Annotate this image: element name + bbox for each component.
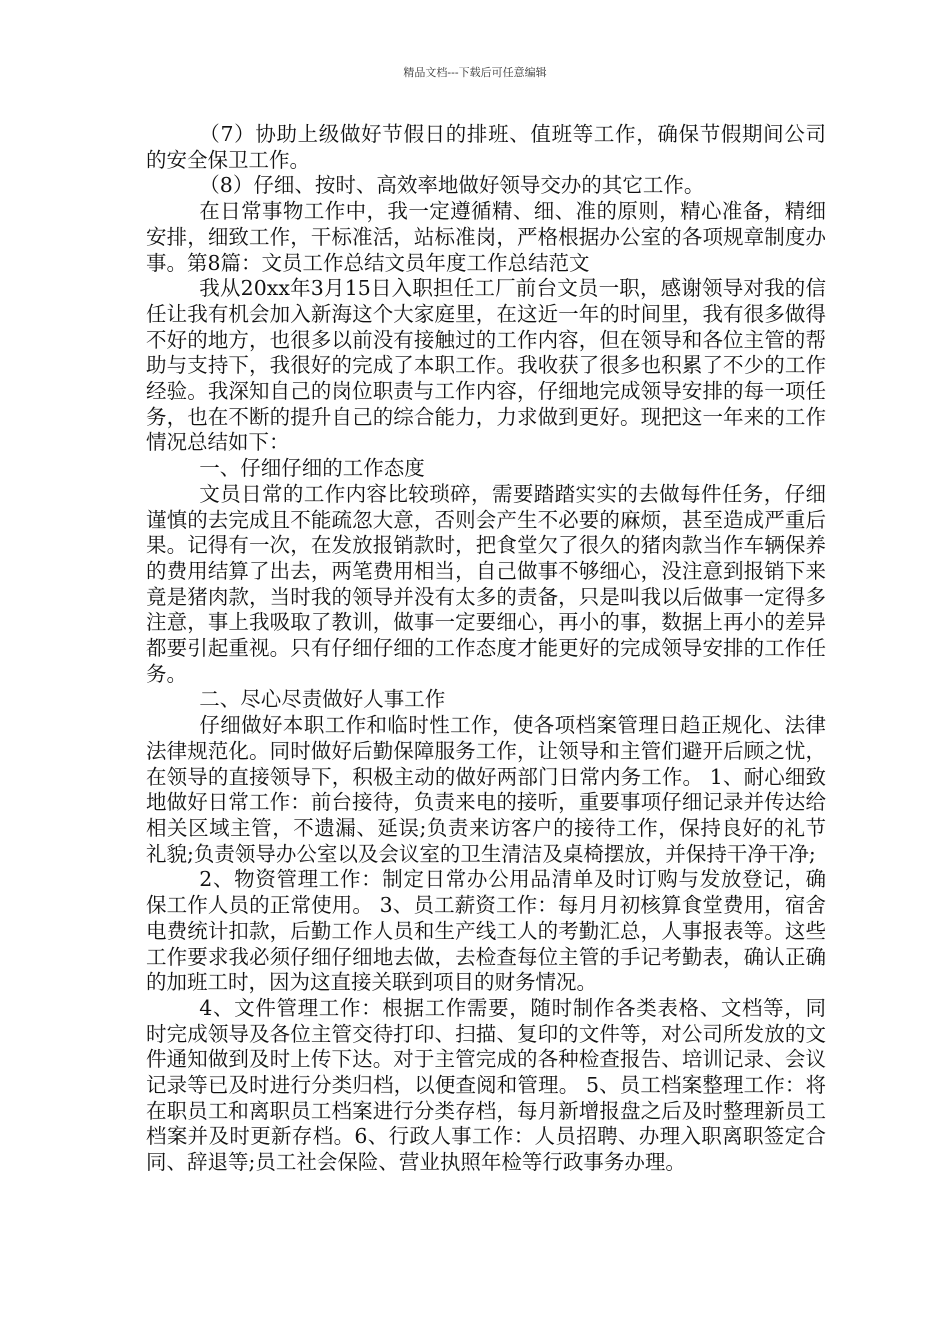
section-heading-2: 二、尽心尽责做好人事工作 — [199, 687, 446, 712]
document-body — [146, 122, 826, 1176]
paragraph-section-2: 仔细做好本职工作和临时性工作，使各项档案管理日趋正规化、法律法律规范化。同时做好后勤保障服务工作，让领导和主管们避开后顾之忧，在领导的直接领导下，积极主动的做好两部门日常内务工作。 1、耐心细致地做好日常工作：前台接待，负责来电的接听，重要事项仔细记录并传达给相关区域主管，不遗漏、延误;负责来访客户的接待工作，保持良好的礼节礼貌;负责领导办公室以及会议室的卫生清洁及桌椅摆放，并保持干净干净; — [146, 713, 826, 866]
section-heading-1: 一、仔细仔细的工作态度 — [199, 456, 425, 481]
paragraph-daily-work: 在日常事物工作中，我一定遵循精、细、准的原则，精心准备，精细安排，细致工作，干标准活，站标准岗，严格根据办公室的各项规章制度办事。第8篇：文员工作总结文员年度工作总结范文 — [146, 199, 826, 275]
paragraph-section-1: 文员日常的工作内容比较琐碎，需要踏踏实实的去做每件任务，仔细谨慎的去完成且不能疏忽大意，否则会产生不必要的麻烦，甚至造成严重后果。记得有一次，在发放报销款时，把食堂欠了很久的猪肉款当作车辆保养的费用结算了出去，两笔费用相当，自己做事不够细心，没注意到报销下来竟是猪肉款，当时我的领导并没有太多的责备，只是叫我以后做事一定得多注意，事上我吸取了教训，做事一定要细心，再小的事，数据上再小的差异都要引起重视。只有仔细仔细的工作态度才能更好的完成领导安排的工作任务。 — [146, 481, 826, 686]
paragraph-intro: 我从20xx年3月15日入职担任工厂前台文员一职，感谢领导对我的信任让我有机会加入新海这个大家庭里，在这近一年的时间里，我有很多做得不好的地方，也很多以前没有接触过的工作内容，但在领导和各位主管的帮助与支持下，我很好的完成了本职工作。我收获了很多也积累了不少的工作经验。我深知自己的岗位职责与工作内容，仔细地完成领导安排的每一项任务，也在不断的提升自己的综合能力，力求做到更好。现把这一年来的工作情况总结如下： — [146, 276, 826, 455]
paragraph-materials-payroll: 2、物资管理工作：制定日常办公用品清单及时订购与发放登记，确保工作人员的正常使用。 3、员工薪资工作：每月月初核算食堂费用，宿舍电费统计扣款，后勤工作人员和生产线工人的考勤汇总，人事报表等。这些工作要求我必须仔细仔细地去做，去检查每位主管的手记考勤表，确认正确的加班工时，因为这直接关联到项目的财务情况。 — [146, 867, 826, 995]
paragraph-item-8: （8）仔细、按时、高效率地做好领导交办的其它工作。 — [199, 173, 705, 198]
paragraph-item-7: （7）协助上级做好节假日的排班、值班等工作，确保节假期间公司的安全保卫工作。 — [146, 122, 826, 172]
paragraph-files-archives: 4、文件管理工作：根据工作需要，随时制作各类表格、文档等，同时完成领导及各位主管交待打印、扫描、复印的文件等，对公司所发放的文件通知做到及时上传下达。对于主管完成的各种检查报告、培训记录、会议记录等已及时进行分类归档，以便查阅和管理。 5、员工档案整理工作：将在职员工和离职员工档案进行分类存档，每月新增报盘之后及时整理新员工档案并及时更新存档。6、行政人事工作：人员招聘、办理入职离职签定合同、辞退等;员工社会保险、营业执照年检等行政事务办理。 — [146, 995, 826, 1175]
page-header: 精品文档---下载后可任意编辑 — [403, 66, 547, 79]
